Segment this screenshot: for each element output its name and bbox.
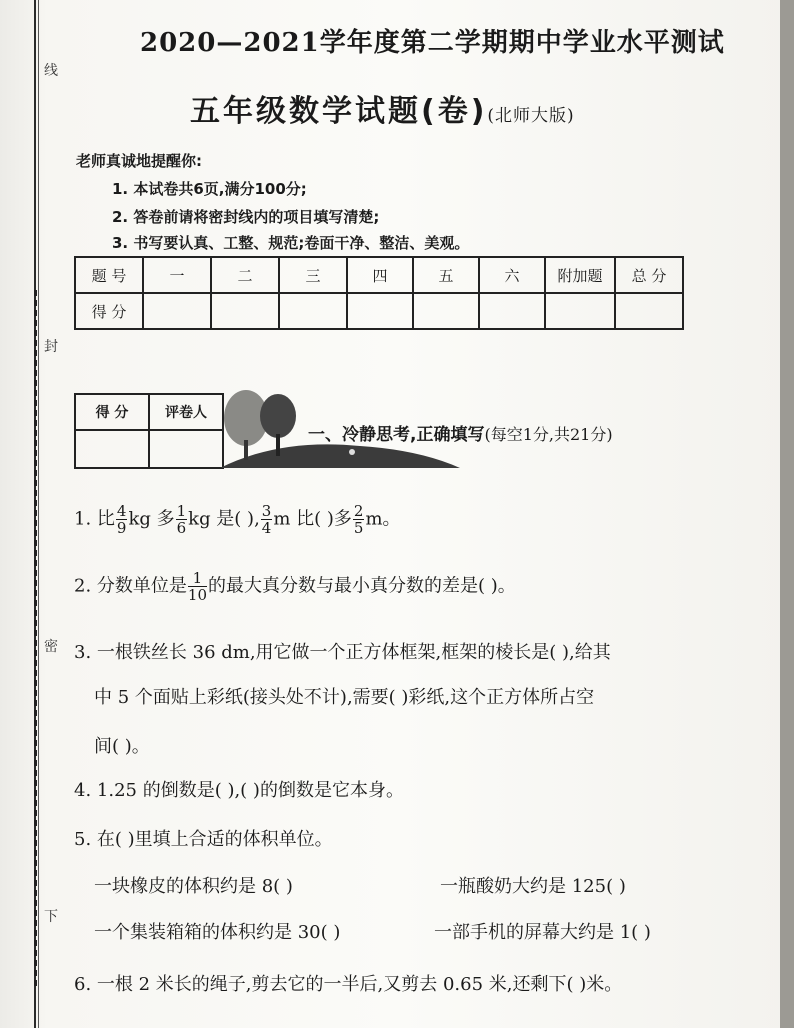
fraction <box>116 503 128 536</box>
denominator: 10 <box>187 586 207 604</box>
score-cell[interactable] <box>615 293 683 329</box>
col-header: 一 <box>143 257 211 293</box>
q1-text: kg 多 <box>128 508 175 530</box>
binding-char-bottom: 下 <box>44 909 58 925</box>
question-4: 4. 1.25 的倒数是( ),( )的倒数是它本身。 <box>74 780 404 801</box>
question-3-line-3: 间( )。 <box>94 736 150 757</box>
denominator: 9 <box>116 519 127 537</box>
section-title-text: 一、冷静思考,正确填写 <box>308 425 485 445</box>
score-table-score-row <box>75 293 683 329</box>
question-6: 6. 一根 2 米长的绳子,剪去它的一半后,又剪去 0.65 米,还剩下( )米。 <box>74 974 623 995</box>
grader-name-label: 评卷人 <box>149 394 223 430</box>
q2-text: 2. 分数单位是 <box>74 575 187 597</box>
question-5-head: 5. 在( )里填上合适的体积单位。 <box>74 829 333 850</box>
score-cell[interactable] <box>545 293 615 329</box>
row-label-question-no: 题 号 <box>75 257 143 293</box>
score-cell[interactable] <box>143 293 211 329</box>
subtitle-text: 五年级数学试题(卷) <box>190 94 488 129</box>
score-table-header-row <box>75 257 683 293</box>
tree-right-trunk <box>276 434 280 456</box>
col-header: 四 <box>347 257 413 293</box>
fraction <box>353 503 365 536</box>
grader-score-label: 得 分 <box>75 394 149 430</box>
question-3-line-2: 中 5 个面贴上彩纸(接头处不计),需要( )彩纸,这个正方体所占空 <box>94 687 595 708</box>
grader-score-cell[interactable] <box>75 430 149 468</box>
page-edge-shadow <box>780 0 794 1028</box>
section-title <box>308 420 613 445</box>
tree-left-trunk <box>244 440 248 460</box>
question-5-a: 一块橡皮的体积约是 8( ) <box>94 876 293 897</box>
fraction <box>188 570 207 603</box>
binding-char-seal: 封 <box>44 339 58 355</box>
col-header: 总 分 <box>615 257 683 293</box>
score-cell[interactable] <box>211 293 279 329</box>
tip-item: 2. 答卷前请将密封线内的项目填写清楚; <box>112 208 380 226</box>
fraction <box>261 503 273 536</box>
col-header: 二 <box>211 257 279 293</box>
question-5-d: 一部手机的屏幕大约是 1( ) <box>434 922 651 943</box>
flower-dot <box>349 449 355 455</box>
score-cell[interactable] <box>413 293 479 329</box>
version-label: (北师大版) <box>487 106 575 126</box>
fraction <box>176 503 188 536</box>
tips-heading: 老师真诚地提醒你: <box>76 152 202 170</box>
question-1 <box>74 503 401 536</box>
section-note: (每空1分,共21分) <box>484 425 613 444</box>
numerator: 1 <box>176 502 187 520</box>
binding-char-secret: 密 <box>44 639 58 655</box>
q1-text: m 比( )多 <box>273 508 352 530</box>
question-3-line-1: 3. 一根铁丝长 36 dm,用它做一个正方体框架,框架的棱长是( ),给其 <box>74 642 611 663</box>
tip-item: 1. 本试卷共6页,满分100分; <box>112 180 307 198</box>
numerator: 4 <box>116 502 127 520</box>
score-table <box>74 256 684 330</box>
numerator: 3 <box>261 502 272 520</box>
numerator: 1 <box>188 570 207 587</box>
q1-text: m。 <box>365 508 401 530</box>
exam-title: 2020—2021学年度第二学期期中学业水平测试 <box>140 28 725 58</box>
col-header: 五 <box>413 257 479 293</box>
tree-right-canopy <box>260 394 296 438</box>
score-cell[interactable] <box>479 293 545 329</box>
q1-text: kg 是( ), <box>188 508 260 530</box>
denominator: 4 <box>261 519 272 537</box>
score-cell[interactable] <box>347 293 413 329</box>
binding-dashed-line <box>34 290 37 990</box>
tip-item: 3. 书写要认真、工整、规范;卷面干净、整洁、美观。 <box>112 234 470 252</box>
numerator: 2 <box>353 502 364 520</box>
col-header: 六 <box>479 257 545 293</box>
col-header: 附加题 <box>545 257 615 293</box>
question-2 <box>74 570 516 603</box>
grader-box <box>74 393 224 469</box>
col-header: 三 <box>279 257 347 293</box>
hill-shape <box>220 444 460 468</box>
question-5-b: 一瓶酸奶大约是 125( ) <box>440 876 626 897</box>
score-cell[interactable] <box>279 293 347 329</box>
denominator: 6 <box>176 519 187 537</box>
q1-text: 1. 比 <box>74 508 115 530</box>
denominator: 5 <box>353 519 364 537</box>
grader-name-cell[interactable] <box>149 430 223 468</box>
exam-subtitle <box>190 86 575 130</box>
row-label-score: 得 分 <box>75 293 143 329</box>
binding-char-line: 线 <box>44 63 58 79</box>
q2-text: 的最大真分数与最小真分数的差是( )。 <box>208 575 516 597</box>
question-5-c: 一个集装箱箱的体积约是 30( ) <box>94 922 341 943</box>
binding-line-inner <box>38 0 39 1028</box>
